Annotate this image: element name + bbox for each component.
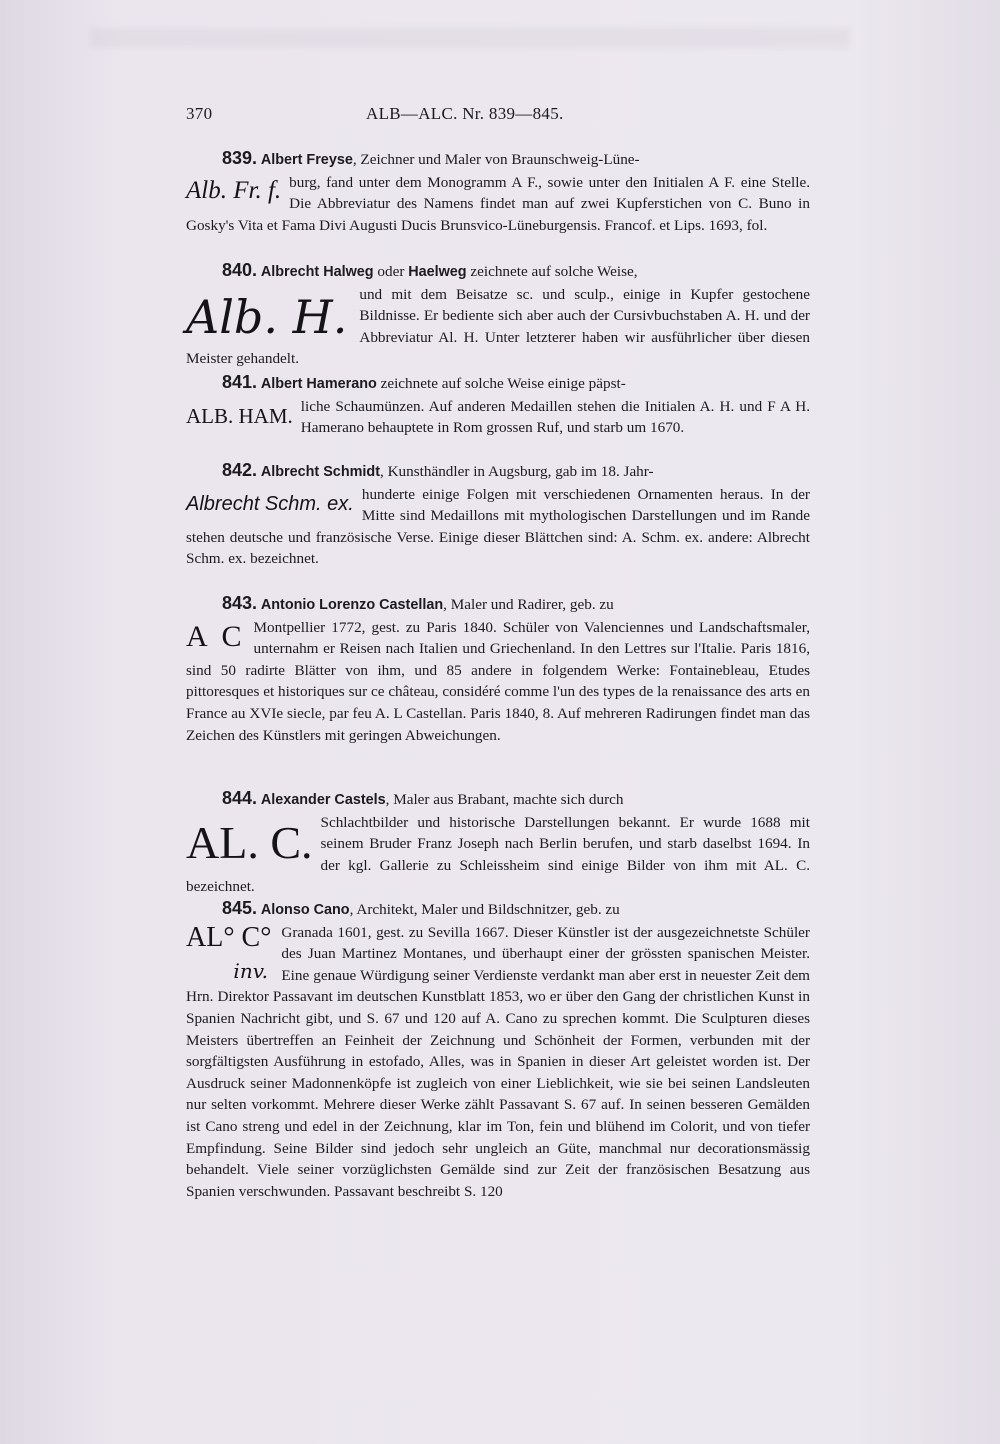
entry-heading	[186, 898, 810, 922]
monogram: A C	[186, 619, 246, 653]
entry-number: 841.	[222, 372, 258, 392]
entry-844	[186, 788, 810, 898]
entry-body	[186, 617, 810, 747]
entry-line1b: zeichnete auf solche Weise,	[466, 263, 638, 280]
entry-line1: , Maler aus Brabant, machte sich durch	[385, 791, 624, 808]
entry-line1: , Architekt, Maler und Bildschnitzer, geb. zu	[349, 901, 620, 918]
artist-name: Alonso Cano	[260, 902, 350, 918]
entry-heading	[186, 372, 810, 396]
entry-body	[186, 484, 810, 570]
margin-speck	[834, 484, 840, 492]
monogram: AL. C.	[186, 816, 313, 868]
entry-body	[186, 172, 810, 237]
entry-text: liche Schaumünzen. Auf anderen Medaillen stehen die Initialen A. H. und F A H. Hamerano behauptete in Rom grossen Ruf, und starb um 1670.	[300, 397, 810, 437]
entry-heading	[186, 460, 810, 484]
entry-line1: , Zeichner und Maler von Braunschweig-Lüne-	[352, 151, 640, 168]
entry-number: 839.	[222, 148, 258, 168]
entry-text: und mit dem Beisatze sc. und sculp., einige in Kupfer gestochene Bildnisse. Er bediente sich aber auch der Cursivbuchstaben A. H. und der Abbreviatur Al. H. Unter letzterer haben wir ausführlicher über diesen Meister gehandelt.	[186, 285, 810, 368]
entry-heading	[186, 593, 810, 617]
entry-number: 845.	[222, 898, 258, 918]
entry-heading	[186, 788, 810, 812]
monogram	[186, 922, 271, 986]
entry-number: 842.	[222, 460, 258, 480]
entry-line1: zeichnete auf solche Weise einige päpst-	[376, 375, 626, 392]
entry-840	[186, 260, 810, 370]
running-title: ALB—ALC. Nr. 839—845.	[366, 104, 564, 123]
entry-text: Granada 1601, gest. zu Sevilla 1667. Dieser Künstler ist der ausgezeichnetste Schüler des Juan Martinez Montanes, und überhaupt einer der grössten spanischen Meister. Eine genaue Würdigung seiner Verdienste verdankt man aber erst in neuester Zeit dem Hrn. Direktor Passavant im deutschen Kunstblatt 1853, wo er über den Gang der christlichen Kunst in Spanien Nachricht gibt, und S. 67 und 120 auf A. Cano zu sprechen kommt. Die Sculpturen dieses Meisters übertreffen an Feinheit der Zeichnung und Schönheit der Formen, verbunden mit der sorgfältigsten Ausführung in estofado, Alles, was in Spanien in dieser Art geleistet worden ist. Der Ausdruck seiner Madonnenköpfe ist zugleich von einer Lieblichkeit, wie sie bei seinen Landsleuten nur selten vorkommt. Mehrere dieser Werke zählt Passavant S. 67 auf. In seinen besseren Gemälden ist Cano streng und edel in der Zeichnung, klar im Ton, fein und blühend im Colorit, und von tiefer Empfindung. Seine Bilder sind jedoch sehr ungleich an Güte, manchmal nur decorationsmässig behandelt. Viele seiner vorzüglichsten Gemälde sind zur Zeit der französischen Besatzung aus Spanien verschwunden. Passavant beschreibt S. 120	[186, 923, 810, 1200]
entry-842	[186, 460, 810, 570]
entry-845	[186, 898, 810, 1202]
monogram: ALB. HAM.	[186, 403, 293, 428]
entry-body	[186, 812, 810, 898]
entry-line1a: oder	[373, 263, 409, 280]
entry-body	[186, 396, 810, 439]
entry-text: hunderte einige Folgen mit verschiedenen Ornamenten heraus. In der Mitte sind Medaillons mit mythologischen Darstellungen und im Rande stehen deutsche und französische Verse. Einige dieser Blättchen sind: A. Schm. ex. andere: Albrecht Schm. ex. bezeichnet.	[186, 485, 810, 568]
page-number: 370	[186, 104, 213, 123]
artist-name-alt: Haelweg	[408, 264, 467, 280]
entry-841	[186, 372, 810, 439]
artist-name: Alexander Castels	[260, 792, 386, 808]
artist-name: Albert Freyse	[260, 152, 353, 168]
entry-heading	[186, 148, 810, 172]
artist-name: Albert Hamerano	[260, 376, 377, 392]
entry-number: 843.	[222, 593, 258, 613]
entry-text: Montpellier 1772, gest. zu Paris 1840. Schüler von Valenciennes und Landschaftsmaler, unternahm er Reisen nach Italien und Griechenland. In den Lettres sur l'Italie. Paris 1816, sind 50 radirte Blätter von ihm, und 85 andere in folgendem Werke: Fontainebleau, Etudes pittoresques et historiques sur ce château, considéré comme l'un des types de la renaissance des arts en France au XVIe siecle, par feu A. L Castellan. Paris 1840, 8. Auf mehreren Radirungen findet man das Zeichen des Künstlers mit geringen Abweichungen.	[186, 618, 810, 744]
entry-number: 844.	[222, 788, 258, 808]
monogram: Albrecht Schm. ex.	[186, 492, 354, 515]
monogram-line1: AL° C°	[186, 921, 272, 953]
entry-body	[186, 284, 810, 370]
artist-name: Antonio Lorenzo Castellan	[260, 597, 444, 613]
monogram-line2: inv.	[233, 958, 268, 983]
entry-839	[186, 148, 810, 236]
entry-heading	[186, 260, 810, 284]
entry-text: burg, fand unter dem Monogramm A F., sowie unter den Initialen A F. eine Stelle. Die Abbreviatur des Namens findet man auf zwei Kupferstichen von C. Buno in Gosky's Vita et Fama Divi Augusti Ducis Brunsvico-Lüneburgensis. Francof. et Lips. 1693, fol.	[186, 173, 810, 234]
running-head	[186, 104, 816, 128]
entry-line1: , Kunsthändler in Augsburg, gab im 18. Jahr-	[379, 463, 654, 480]
monogram: Alb. H.	[186, 289, 348, 344]
artist-name: Albrecht Schmidt	[260, 464, 380, 480]
entry-body	[186, 922, 810, 1203]
entry-843	[186, 593, 810, 746]
monogram: Alb. Fr. f.	[186, 176, 282, 204]
artist-name: Albrecht Halweg	[260, 264, 374, 280]
entry-number: 840.	[222, 260, 258, 280]
entry-line1: , Maler und Radirer, geb. zu	[443, 596, 614, 613]
entry-text: Schlachtbilder und historische Darstellungen bekannt. Er wurde 1688 mit seinem Bruder Franz Joseph nach Berlin berufen, und starb daselbst 1694. In der kgl. Gallerie zu Schleissheim sind einige Bilder von ihm mit AL. C. bezeichnet.	[186, 813, 810, 896]
